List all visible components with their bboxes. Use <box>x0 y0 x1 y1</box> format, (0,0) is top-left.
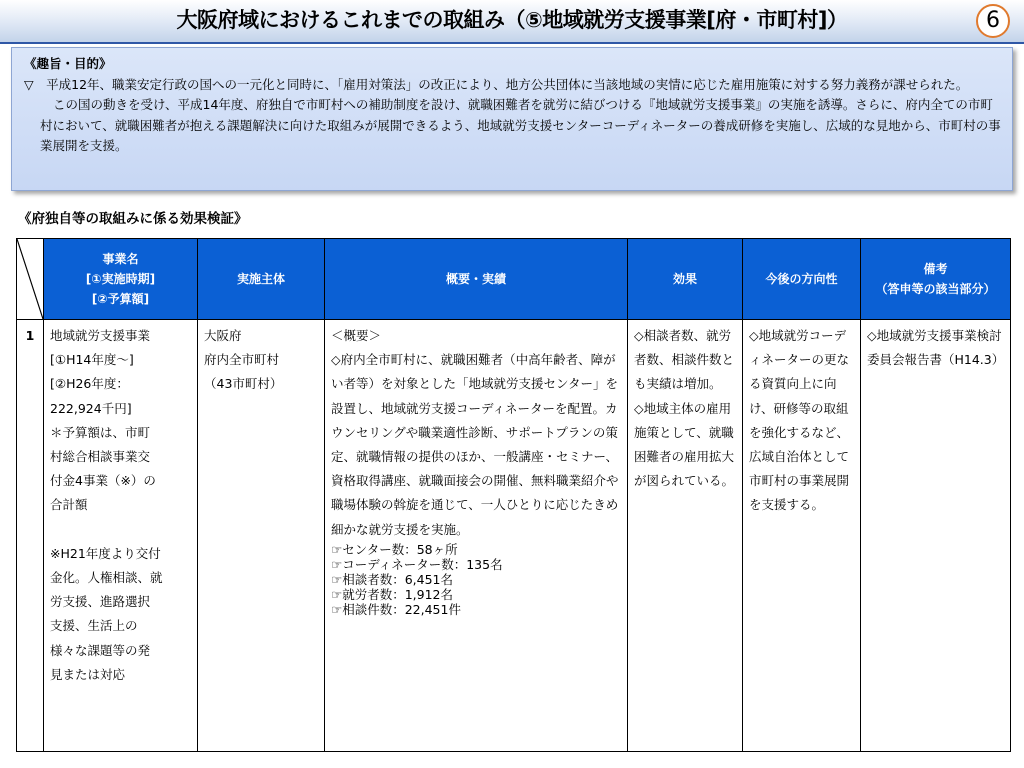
stat-centers: ☞センター数：58ヶ所 <box>331 541 458 557</box>
page-number-badge: 6 <box>976 4 1010 38</box>
purpose-paragraph-1: ▽ 平成12年、職業安定行政の国への一元化と同時に、「雇用対策法」の改正により、地方公共団体に当該地域の実情に応じた雇用施策に対する努力義務が課せられた。 <box>24 76 969 92</box>
purpose-heading: 《趣旨・目的》 <box>24 56 112 71</box>
stat-employed: ☞就労者数：1,912名 <box>331 586 453 602</box>
table-header-row <box>17 239 1011 320</box>
effect-verification-table <box>16 238 1011 752</box>
header-summary: 概要・実績 <box>325 239 628 320</box>
section-heading: 《府独自等の取組みに係る効果検証》 <box>18 211 248 227</box>
header-direction: 今後の方向性 <box>743 239 861 320</box>
summary-text: ＜概要＞ ◇府内全市町村に、就職困難者（中高年齢者、障がい者等）を対象とした「地域就労支援センター」を設置し、地域就労支援コーディネーターを配置。カウンセリングや職業適性診断、サポートプランの策定、就職情報の提供のほか、一般講座・セミナー、資格取得講座、就職面接会の開催、無料職業紹介や職場体験の斡旋を通じて、一人ひとりに応じたきめ細かな就労支援を実施。 <box>331 328 619 537</box>
cell-implementer: 大阪府 府内全市町村 （43市町村） <box>198 320 325 752</box>
title-bar <box>0 0 1024 44</box>
cell-summary <box>325 320 628 752</box>
cell-direction: ◇地域就労コーディネーターの更なる資質向上に向け、研修等の取組を強化するなど、広域自治体として市町村の事業展開を支援する。 <box>743 320 861 752</box>
cell-remarks: ◇地域就労支援事業検討委員会報告書（H14.3） <box>861 320 1011 752</box>
purpose-paragraph-2: この国の動きを受け、平成14年度、府独自で市町村への補助制度を設け、就職困難者を就労に結びつける『地域就労支援事業』の実施を誘導。さらに、府内全ての市町村において、就職困難者が抱える課題解決に向けた取組みが展開できるよう、地域就労支援センターコーディネーターの養成研修を実施し、広域的な見地から、市町村の事業展開を支援。 <box>40 97 1001 153</box>
header-project: 事業名 [①実施時期] [②予算額] <box>44 239 198 320</box>
stat-consultees: ☞相談者数：6,451名 <box>331 571 453 587</box>
table-row <box>17 320 1011 752</box>
header-effect: 効果 <box>628 239 743 320</box>
header-implementer: 実施主体 <box>198 239 325 320</box>
stat-consultations: ☞相談件数：22,451件 <box>331 601 461 617</box>
cell-project: 地域就労支援事業 [①H14年度～] [②H26年度： 222,924千円] ＊予算額は、市町 村総合相談事業交 付金4事業（※）の 合計額 ※H21年度より交付 金化。人権相談、就 労支援、進路選択 支援、生活上の 様々な課題等の発 見または対応 <box>44 320 198 752</box>
purpose-box <box>11 47 1013 191</box>
cell-effect: ◇相談者数、就労者数、相談件数とも実績は増加。 ◇地域主体の雇用施策として、就職困難者の雇用拡大が図られている。 <box>628 320 743 752</box>
stat-coordinators: ☞コーディネーター数：135名 <box>331 556 503 572</box>
header-remarks: 備考 （答申等の該当部分） <box>861 239 1011 320</box>
corner-diagonal-cell <box>17 239 44 320</box>
row-number: 1 <box>17 320 44 752</box>
page-title: 大阪府域におけるこれまでの取組み（⑤地域就労支援事業[府・市町村]） <box>176 8 848 32</box>
diagonal-line <box>17 239 43 319</box>
